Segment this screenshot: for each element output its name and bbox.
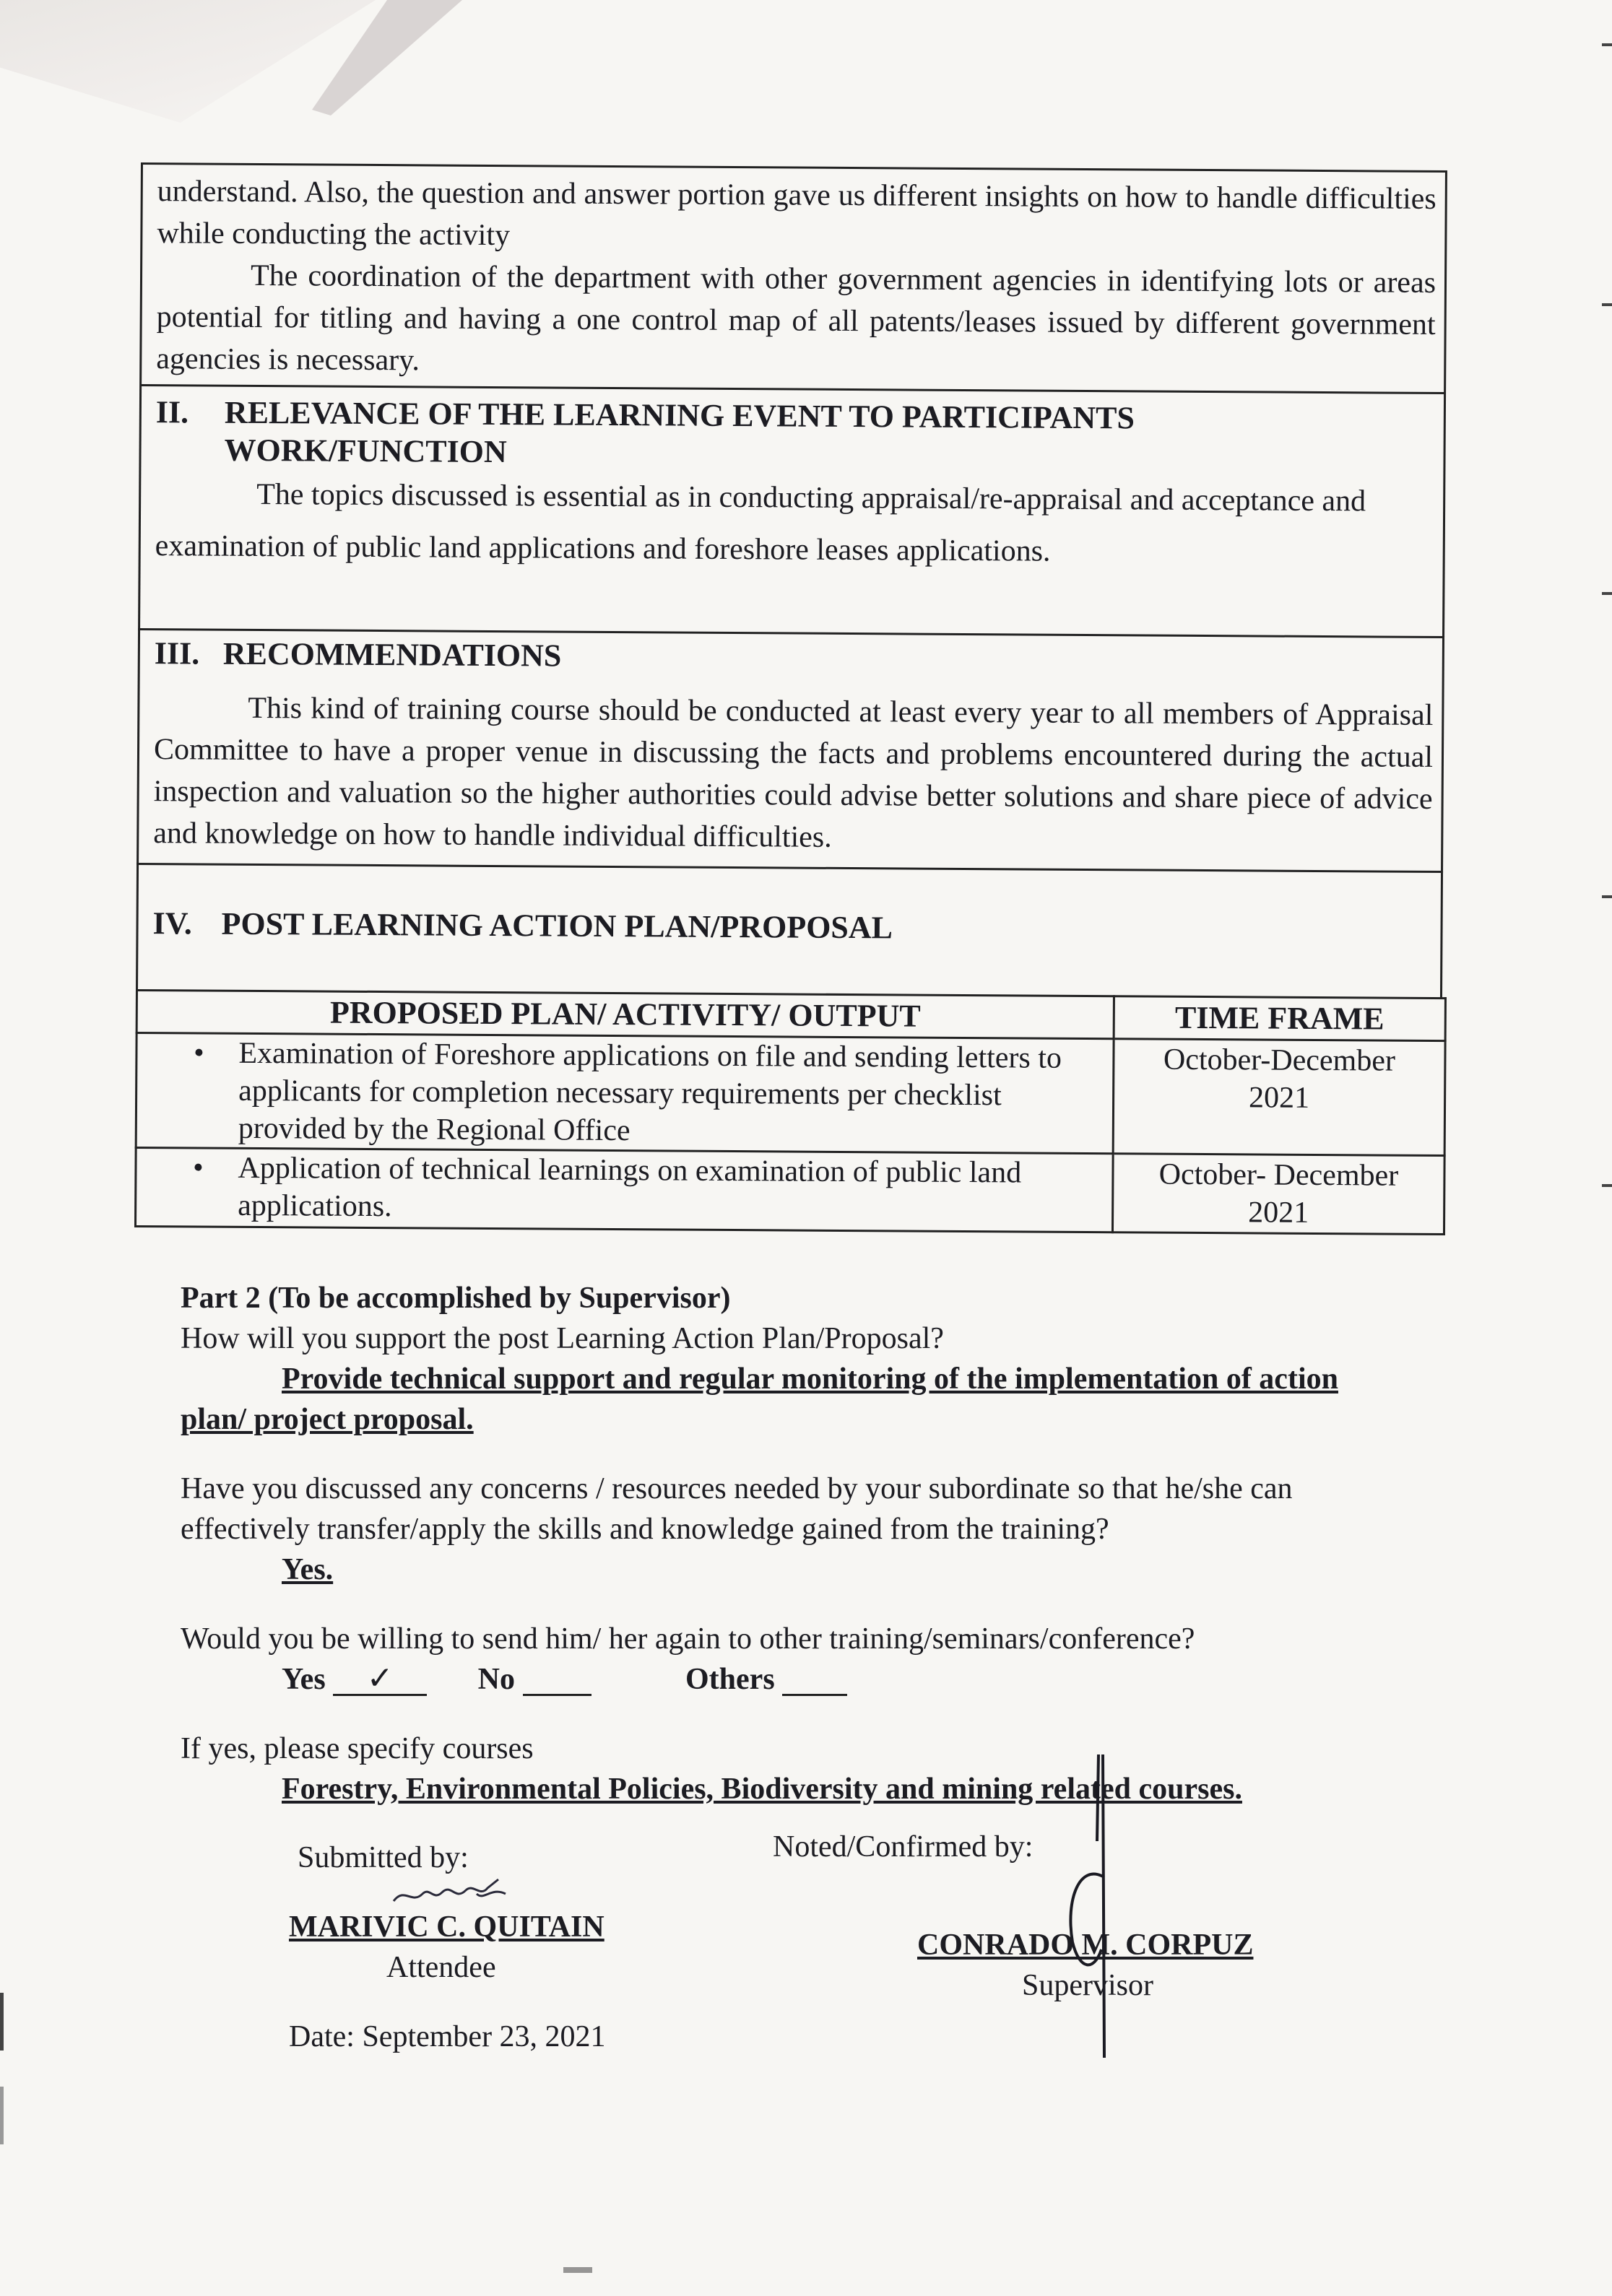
section-2-title-line-2: WORK/FUNCTION [224,432,507,470]
option-yes-blank [333,1660,427,1697]
section-3-heading [155,635,1434,680]
answer-4: Forestry, Environmental Policies, Biodiversity and mining related courses. [282,1773,1242,1806]
section-3-body: This kind of training course should be conducted at least every year to all members of Appraisal Committee to have a proper venue in discussing the facts and problems encountered during the actual inspection and valuation so the higher authorities could advise better solutions and share piece of advice and knowledge on how to handle individual difficulties. [153,691,1434,854]
question-2-line-2: effectively transfer/apply the skills and knowledge gained from the training? [181,1513,1109,1546]
noted-by-block [773,1827,1293,2006]
table-row [136,1032,1445,1155]
supervisor-signature [1051,1754,1138,2058]
section-2-body [155,473,1435,575]
option-others-label: Others [685,1663,775,1696]
section-4-action-plan [136,865,1443,999]
time-frame-line-1: October-December [1163,1043,1396,1078]
activity-text: Examination of Foreshore applications on file and sending letters to applicants for completion necessary requirements per checklist provided by the Regional Office [238,1036,1062,1148]
time-frame-cell [1113,1039,1445,1156]
question-2-line-1: Have you discussed any concerns / resources needed by your subordinate so that he/she can [181,1472,1293,1505]
action-plan-table [134,989,1447,1235]
bullet-icon: • [193,1036,204,1070]
time-frame-line-1: October- December [1158,1157,1399,1193]
edge-mark [1602,43,1612,46]
attendee-signature [390,1872,534,1915]
section-2-title: RELEVANCE OF THE LEARNING EVENT TO PARTICIPANTS [224,394,1135,436]
section-2-body-line-2: examination of public land applications and foreshore leases applications. [155,529,1051,568]
section-3-number: III. [154,635,200,671]
part-2-supervisor [181,1278,1452,1809]
section-4-number: IV. [152,905,192,942]
time-frame-cell [1112,1154,1444,1235]
option-no-blank [523,1665,592,1696]
section-4-title: POST LEARNING ACTION PLAN/PROPOSAL [221,905,893,946]
willingness-options [181,1659,1452,1700]
supervisor-role: Supervisor [1022,1969,1153,2002]
part-2-heading: Part 2 (To be accomplished by Supervisor) [181,1282,731,1315]
submitted-by-block [289,1838,664,2057]
bullet-icon: • [192,1151,204,1185]
answer-1-line-2: plan/ project proposal. [181,1403,474,1436]
submitted-by-label: Submitted by: [298,1841,469,1874]
edge-mark [0,1993,4,2051]
column-header-plan: PROPOSED PLAN/ ACTIVITY/ OUTPUT [136,990,1114,1038]
section-3-title: RECOMMENDATIONS [222,635,562,674]
attendee-name: MARIVIC C. QUITAIN [289,1910,604,1944]
question-3: Would you be willing to send him/ her again to other training/seminars/conference? [181,1622,1195,1656]
activity-cell [136,1032,1114,1153]
option-others-blank [782,1665,847,1696]
time-frame-line-2: 2021 [1248,1081,1310,1115]
noted-by-label: Noted/Confirmed by: [773,1830,1034,1864]
checkmark-icon: ✓ [366,1660,394,1697]
section-3-recommendations [136,630,1444,873]
section-1-continued [139,162,1447,394]
section-1-paragraph-2: The coordination of the department with other government agencies in identifying lots or areas potential for titling and having a one control map of all patents/leases issued by different government agencies is necessary. [156,258,1436,378]
section-2-body-line-1: The topics discussed is essential as in conducting appraisal/re-appraisal and acceptance and [256,477,1366,518]
time-frame-line-2: 2021 [1248,1196,1309,1230]
activity-text: Application of technical learnings on examination of public land applications. [238,1151,1022,1224]
section-2-number: II. [155,394,189,430]
edge-mark [1602,895,1612,898]
supervisor-name: CONRADO M. CORPUZ [917,1928,1254,1962]
edge-mark [1602,592,1612,595]
question-4: If yes, please specify courses [181,1732,534,1765]
column-header-time-frame: TIME FRAME [1114,996,1445,1041]
edge-mark [0,2087,4,2144]
option-yes-label: Yes [282,1663,326,1696]
section-2-heading [155,393,1435,477]
attendee-role: Attendee [386,1951,496,1984]
activity-cell [135,1147,1113,1232]
edge-mark [1602,1184,1612,1187]
table-row [135,1147,1444,1234]
question-1: How will you support the post Learning Action Plan/Proposal? [181,1322,944,1355]
edge-mark [1602,303,1612,306]
answer-2: Yes. [282,1553,334,1586]
table-header-row [136,990,1445,1040]
option-no-label: No [477,1663,516,1696]
report-form [134,162,1452,1253]
section-2-relevance [138,386,1446,638]
section-1-paragraph-1: understand. Also, the question and answer portion gave us different insights on how to handle difficulties while conducting the activity [157,175,1436,253]
date: Date: September 23, 2021 [289,2020,606,2053]
answer-1-line-1: Provide technical support and regular monitoring of the implementation of action [282,1362,1338,1396]
page-footer-mark [563,2267,592,2273]
